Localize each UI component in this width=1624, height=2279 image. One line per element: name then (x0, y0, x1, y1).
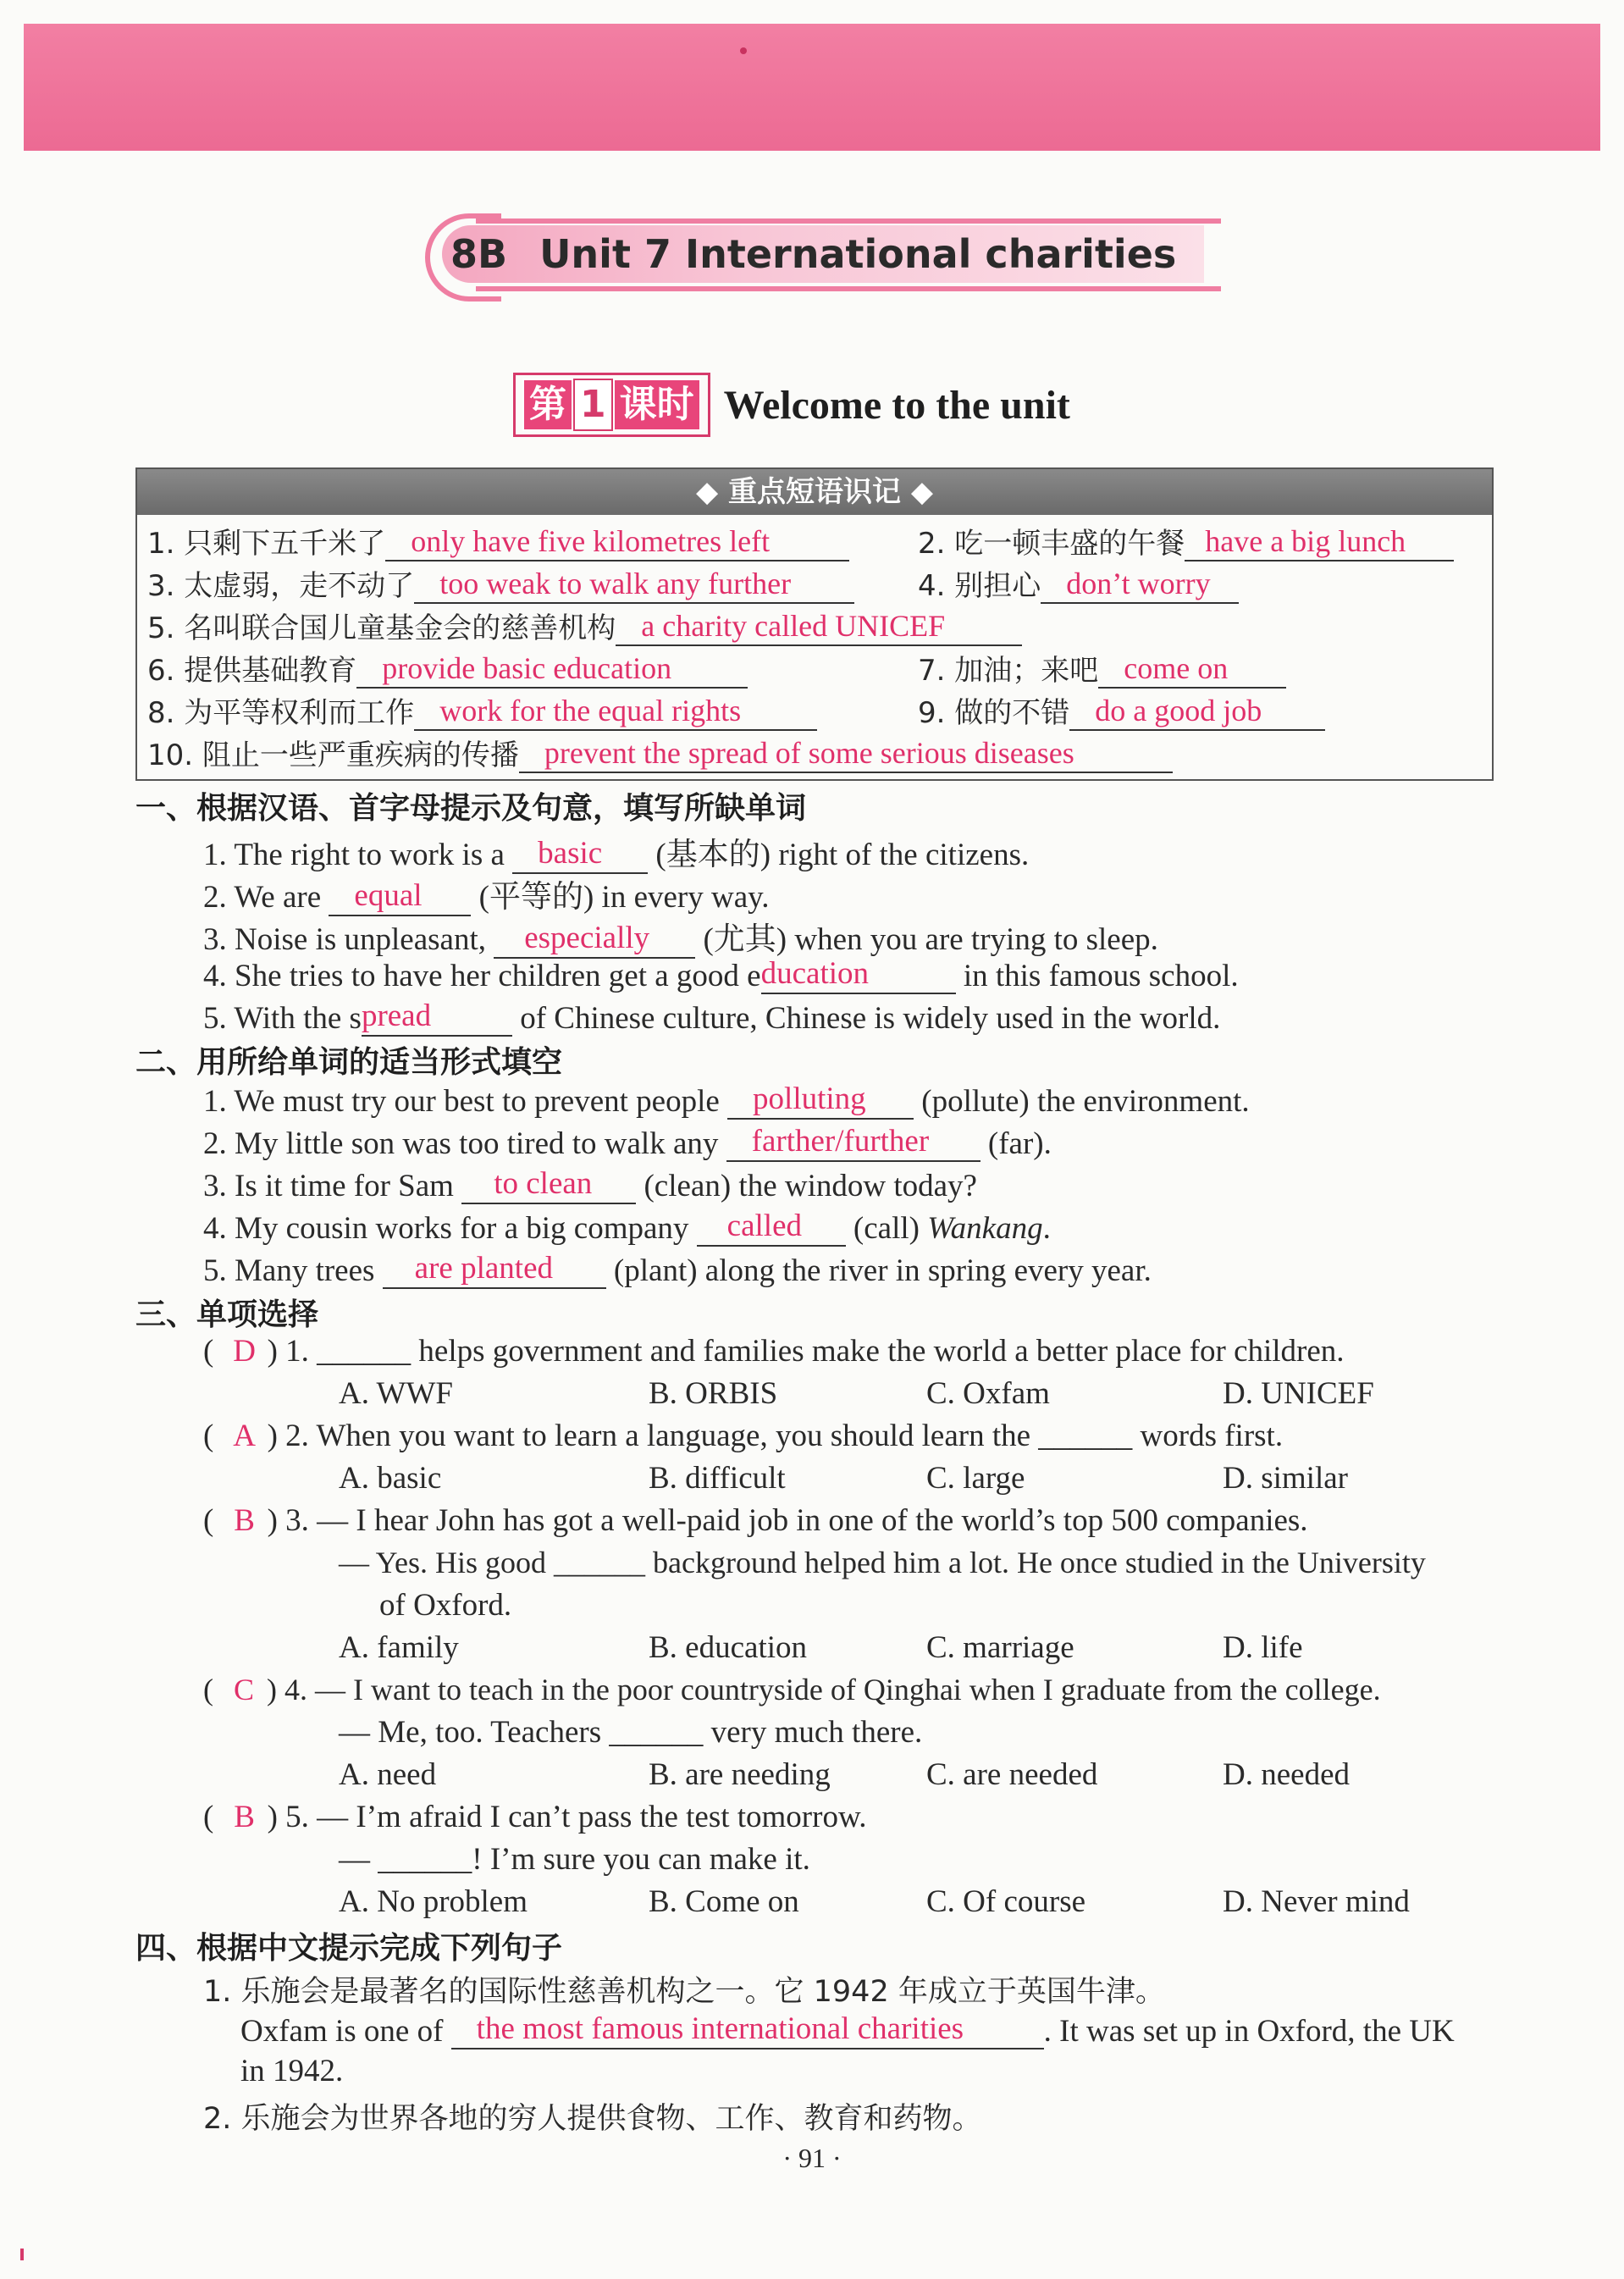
lesson-number: 1 (573, 379, 613, 431)
phrase-row: 6. 提供基础教育 provide basic education (147, 647, 748, 689)
mc-answer: C (233, 1673, 254, 1706)
mc-answer: D (233, 1334, 256, 1369)
s2-item: 4. My cousin works for a big company called (call) Wankang. (203, 1209, 1051, 1246)
mc-question: ( B ) 3. — I hear John has got a well-paid job in one of the world’s top 500 companies. (203, 1503, 1308, 1538)
mc-option: B. are needing (649, 1757, 831, 1792)
mc-question: ( A ) 2. When you want to learn a language, you should learn the ______ words first. (203, 1419, 1284, 1453)
mc-question-line: — ______! I’m sure you can make it. (339, 1842, 810, 1877)
s1-answer: ducation (761, 955, 956, 994)
mc-answer: B (234, 1503, 255, 1538)
phrase-answer: do a good job (1069, 692, 1325, 731)
page-number: · 91 · (782, 2143, 842, 2173)
mc-option: A. family (339, 1630, 459, 1665)
lesson-title: Welcome to the unit (723, 382, 1070, 428)
phrase-answer: prevent the spread of some serious diseases (519, 734, 1173, 773)
mc-question: ( D ) 1. ______ helps government and families make the world a better place for children. (203, 1334, 1345, 1369)
s4-q1-end: in 1942. (240, 2054, 344, 2088)
s1-item: 2. We are equal (平等的) in every way. (203, 878, 770, 915)
mc-option: C. are needed (926, 1757, 1098, 1792)
s2-item: 3. Is it time for Sam to clean (clean) the window today? (203, 1166, 977, 1203)
s1-item: 3. Noise is unpleasant, especially (尤其) when you are trying to sleep. (203, 921, 1158, 957)
mc-option: A. No problem (339, 1884, 528, 1919)
mc-option: B. ORBIS (649, 1376, 778, 1411)
mc-option: A. basic (339, 1461, 442, 1496)
mc-option: D. Never mind (1223, 1884, 1410, 1919)
phrase-answer: don’t worry (1041, 565, 1239, 604)
lesson-heading (513, 373, 1070, 437)
s2-answer: polluting (727, 1081, 914, 1120)
key-phrases-box (135, 467, 1494, 781)
mc-option: B. education (649, 1630, 808, 1665)
mc-question: ( C ) 4. — I want to teach in the poor countryside of Qinghai when I graduate from the college. (203, 1673, 1381, 1706)
phrase-answer: work for the equal rights (414, 692, 817, 731)
s1-item: 5. With the spread of Chinese culture, Chinese is widely used in the world. (203, 998, 1221, 1036)
s1-answer: basic (512, 835, 648, 874)
s2-answer: to clean (461, 1165, 636, 1204)
phrase-row: 4. 别担心 don’t worry (918, 562, 1239, 605)
lesson-di: 第 (522, 379, 573, 431)
mc-option: D. needed (1223, 1757, 1350, 1792)
s2-item: 2. My little son was too tired to walk any farther/further (far). (203, 1124, 1052, 1161)
s2-item: 5. Many trees are planted (plant) along the river in spring every year. (203, 1251, 1152, 1288)
s2-answer: called (697, 1208, 846, 1247)
s1-item: 1. The right to work is a basic (基本的) right of the citizens. (203, 836, 1030, 872)
decor-dot (740, 47, 747, 54)
mc-answer: B (234, 1800, 255, 1834)
s2-answer: are planted (383, 1250, 606, 1289)
mc-option: D. life (1223, 1630, 1303, 1665)
s1-answer: equal (329, 877, 471, 916)
mc-answer: A (233, 1419, 256, 1453)
lesson-keshi: 课时 (613, 379, 701, 431)
phrase-answer: come on (1098, 650, 1286, 689)
mc-option: B. Come on (649, 1884, 799, 1919)
mc-question-line: — Yes. His good ______ background helped him a lot. He once studied in the University (339, 1546, 1426, 1579)
phrase-row: 2. 吃一顿丰盛的午餐 have a big lunch (918, 520, 1454, 562)
mc-option: A. WWF (339, 1376, 453, 1411)
s1-item: 4. She tries to have her children get a good education in this famous school. (203, 956, 1239, 993)
mc-option: C. Oxfam (926, 1376, 1050, 1411)
phrase-row: 5. 名叫联合国儿童基金会的慈善机构 a charity called UNICEF (147, 605, 1022, 647)
s2-item: 1. We must try our best to prevent people polluting (pollute) the environment. (203, 1081, 1250, 1119)
section3-title: 三、单项选择 (135, 1297, 319, 1332)
unit-name: Unit 7 International charities (539, 231, 1177, 277)
s1-answer: especially (494, 920, 695, 959)
s4-q1-english: Oxfam is one of the most famous international charities . It was set up in Oxford, the UK (240, 2011, 1455, 2049)
edge-mark (20, 2249, 24, 2260)
section1-title: 一、根据汉语、首字母提示及句意，填写所缺单词 (135, 791, 807, 826)
phrase-answer: a charity called UNICEF (616, 607, 1022, 646)
top-color-band (24, 24, 1600, 151)
s4-q1-answer: the most famous international charities (451, 2011, 1044, 2049)
phrase-row: 3. 太虚弱，走不动了 too weak to walk any further (147, 562, 854, 605)
phrase-answer: have a big lunch (1185, 523, 1454, 561)
phrase-row: 9. 做的不错 do a good job (918, 689, 1325, 732)
mc-option: C. large (926, 1461, 1025, 1496)
mc-option: D. similar (1223, 1461, 1348, 1496)
phrase-row: 1. 只剩下五千米了 only have five kilometres left (147, 520, 849, 562)
s2-answer: farther/further (726, 1123, 980, 1162)
unit-title (450, 225, 1176, 283)
mc-option: C. marriage (926, 1630, 1074, 1665)
phrase-row: 7. 加油；来吧 come on (918, 647, 1286, 689)
phrase-answer: only have five kilometres left (385, 523, 849, 561)
section4-title: 四、根据中文提示完成下列句子 (135, 1931, 563, 1966)
mc-option: D. UNICEF (1223, 1376, 1374, 1411)
phrase-row: 10. 阻止一些严重疾病的传播 prevent the spread of some serious diseases (147, 732, 1173, 774)
mc-question-line: — Me, too. Teachers ______ very much there. (339, 1715, 923, 1750)
mc-question-line: of Oxford. (379, 1588, 512, 1623)
s1-answer: pread (362, 998, 512, 1037)
s4-q2-chinese: 2. 乐施会为世界各地的穷人提供食物、工作、教育和药物。 (203, 2102, 982, 2136)
section2-title: 二、用所给单词的适当形式填空 (135, 1045, 563, 1080)
phrase-answer: too weak to walk any further (414, 565, 854, 604)
mc-question: ( B ) 5. — I’m afraid I can’t pass the test tomorrow. (203, 1800, 867, 1834)
s4-q1-chinese: 1. 乐施会是最著名的国际性慈善机构之一。它 1942 年成立于英国牛津。 (203, 1975, 1165, 2009)
unit-title-banner (425, 213, 1221, 308)
phrase-answer: provide basic education (356, 650, 748, 689)
mc-option: C. Of course (926, 1884, 1086, 1919)
phrase-row: 8. 为平等权利而工作 work for the equal rights (147, 689, 817, 732)
unit-code: 8B (450, 231, 508, 277)
key-phrases-heading: ◆ 重点短语识记 ◆ (137, 469, 1492, 515)
mc-option: B. difficult (649, 1461, 786, 1496)
mc-option: A. need (339, 1757, 437, 1792)
